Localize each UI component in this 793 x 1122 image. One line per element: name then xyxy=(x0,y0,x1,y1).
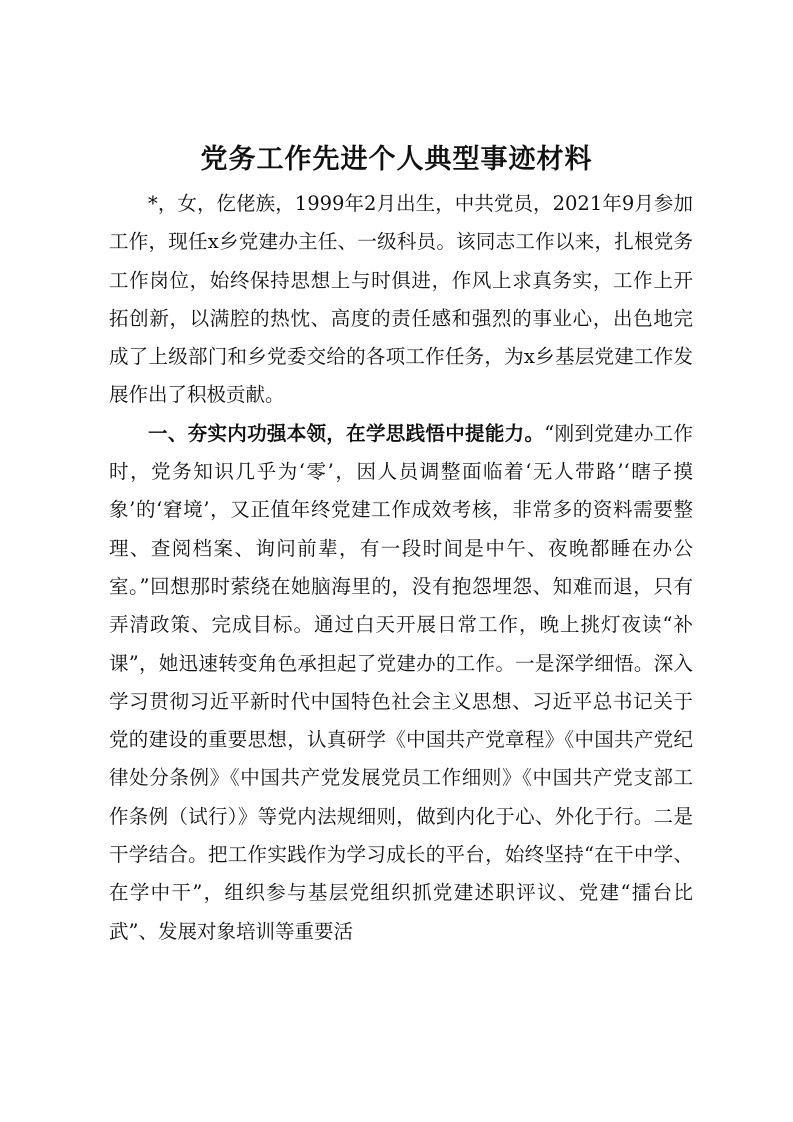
section-1-heading: 一、夯实内功强本领，在学思践悟中提能力。 xyxy=(148,421,545,445)
section-1-text: “刚到党建办工作时，党务知识几乎为‘零’，因人员调整面临着‘无人带路’‘瞎子摸象’的‘窘境’，又正值年终党建工作成效考核，非常多的资料需要整理、查阅档案、询问前辈，有一段时间是中午、夜晚都睡在办公室。”回想那时萦绕在她脑海里的，没有抱怨埋怨、知难而退，只有弄清政策、完成目标。通过白天开展日常工作，晚上挑灯夜读“补课”，她迅速转变角色承担起了党建办的工作。一是深学细悟。深入学习贯彻习近平新时代中国特色社会主义思想、习近平总书记关于党的建设的重要思想，认真研学《中国共产党章程》《中国共产党纪律处分条例》《中国共产党发展党员工作细则》《中国共产党支部工作条例（试行）》等党内法规细则，做到内化于心、外化于行。二是干学结合。把工作实践作为学习成长的平台，始终坚持“在干中学、在学中干”，组织参与基层党组织抓党建述职评议、党建“擂台比武”、发展对象培训等重要活 xyxy=(109,421,693,943)
document-body xyxy=(109,185,693,951)
intro-paragraph: *，女，仡佬族，1999年2月出生，中共党员，2021年9月参加工作，现任x乡党建办主任、一级科员。该同志工作以来，扎根党务工作岗位，始终保持思想上与时俱进，作风上求真务实，工作上开拓创新，以满腔的热忱、高度的责任感和强烈的事业心，出色地完成了上级部门和乡党委交给的各项工作任务，为x乡基层党建工作发展作出了积极贡献。 xyxy=(109,192,693,407)
document-title: 党务工作先进个人典型事迹材料 xyxy=(200,144,593,175)
section-1-paragraph xyxy=(109,415,693,951)
